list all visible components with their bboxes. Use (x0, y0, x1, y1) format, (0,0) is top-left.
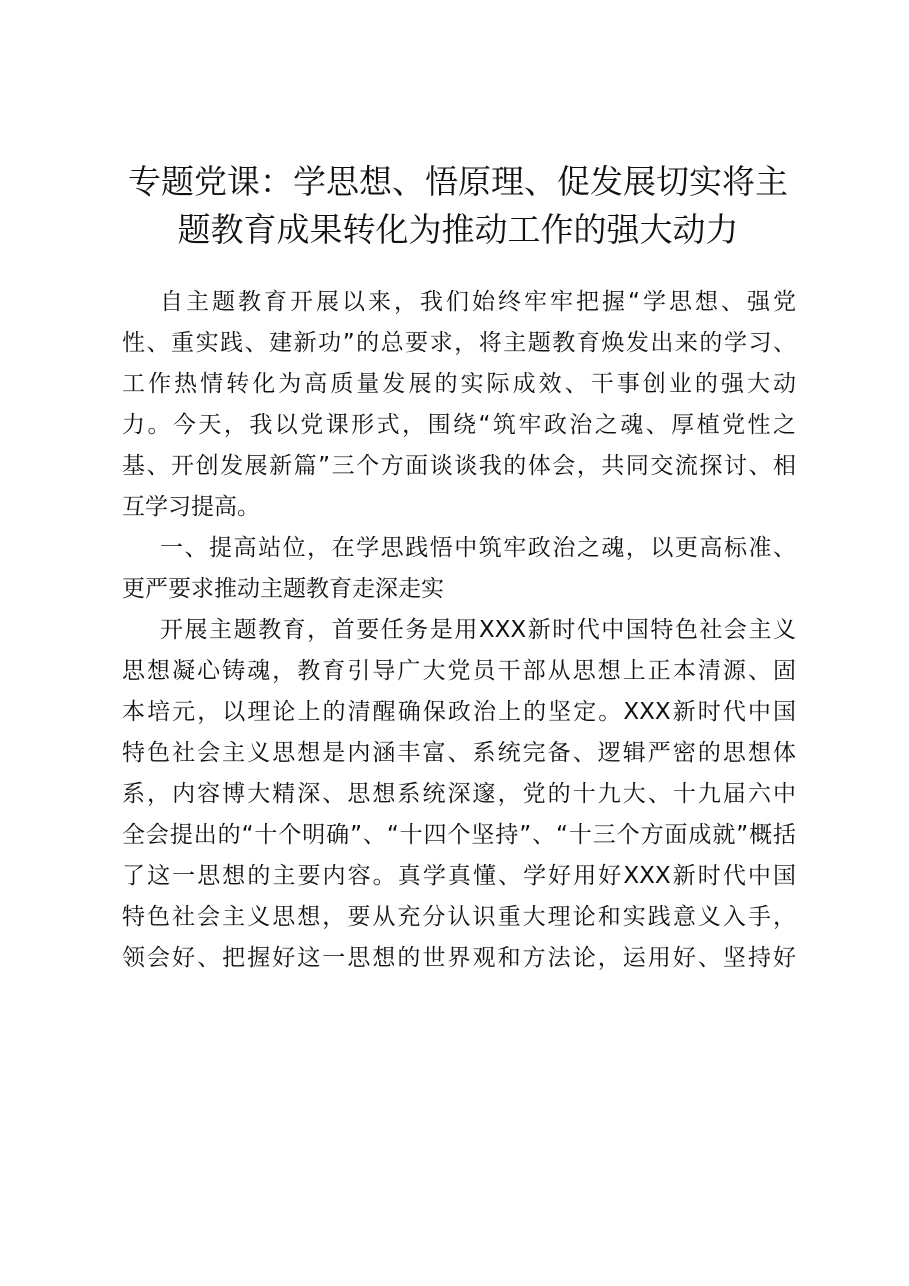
paragraph-line: 本培元，以理论上的清醒确保政治上的坚定。XXX新时代中国 (122, 699, 796, 725)
title-line-2: 题教育成果转化为推动工作的强大动力 (177, 210, 739, 249)
title-line-1: 专题党课：学思想、悟原理、促发展切实将主 (128, 162, 788, 201)
paragraph-line: 基、开创发展新篇”三个方面谈谈我的体会，共同交流探讨、相 (122, 453, 796, 479)
paragraph-line: 性、重实践、建新功”的总要求，将主题教育焕发出来的学习、 (122, 330, 796, 356)
section-heading-1 (122, 528, 796, 610)
paragraph-line: 开展主题教育，首要任务是用XXX新时代中国特色社会主义 (160, 617, 796, 643)
document-body (122, 282, 796, 979)
paragraph-line: 系，内容博大精深、思想系统深邃，党的十九大、十九届六中 (122, 781, 796, 807)
paragraph-line: 自主题教育开展以来，我们始终牢牢把握“学思想、强党 (160, 289, 796, 315)
heading-line: 一、提高站位，在学思践悟中筑牢政治之魂，以更高标准、 (160, 535, 796, 561)
paragraph-line: 特色社会主义思想是内涵丰富、系统完备、逻辑严密的思想体 (122, 740, 796, 766)
paragraph-line: 特色社会主义思想，要从充分认识重大理论和实践意义入手， (122, 904, 796, 930)
document-title (118, 158, 798, 254)
paragraph-line: 了这一思想的主要内容。真学真懂、学好用好XXX新时代中国 (122, 863, 796, 889)
paragraph-line: 全会提出的“十个明确”、“十四个坚持”、“十三个方面成就”概括 (122, 822, 796, 848)
paragraph-line: 力。今天，我以党课形式，围绕“筑牢政治之魂、厚植党性之 (122, 412, 796, 438)
paragraph-line: 互学习提高。 (122, 494, 260, 520)
heading-line: 更严要求推动主题教育走深走实 (122, 576, 444, 602)
paragraph-line: 思想凝心铸魂，教育引导广大党员干部从思想上正本清源、固 (122, 658, 796, 684)
paragraph-line: 工作热情转化为高质量发展的实际成效、干事创业的强大动 (122, 371, 796, 397)
paragraph-line: 领会好、把握好这一思想的世界观和方法论，运用好、坚持好 (122, 945, 796, 971)
paragraph-intro (122, 282, 796, 528)
paragraph-section-1 (122, 610, 796, 979)
